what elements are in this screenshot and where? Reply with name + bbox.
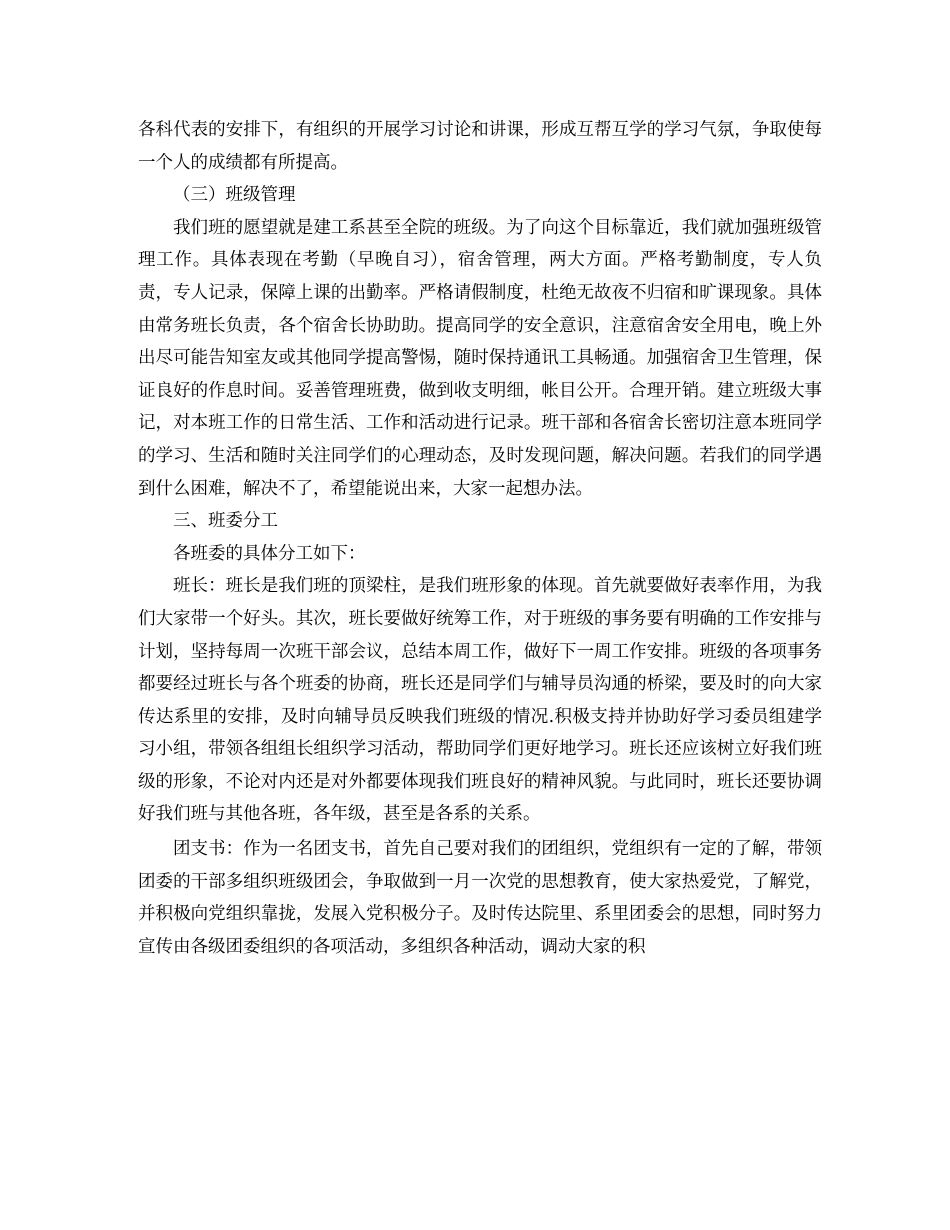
paragraph-monitor-duties: 班长：班长是我们班的顶梁柱，是我们班形象的体现。首先就要做好表率作用，为我们大家带一个好头。其次，班长要做好统筹工作，对于班级的事务要有明确的工作安排与计划，坚持每周一次班干部会议，总结本周工作，做好下一周工作安排。班级的各项事务都要经过班长与各个班委的协商，班长还是同学们与辅导员沟通的桥梁，要及时的向大家传达系里的安排，及时向辅导员反映我们班级的情况.积极支持并协助好学习委员组建学习小组，带领各组组长组织学习活动，帮助同学们更好地学习。班长还应该树立好我们班级的形象，不论对内还是对外都要体现我们班良好的精神风貌。与此同时，班长还要协调好我们班与其他各班，各年级，甚至是各系的关系。	[138, 576, 822, 825]
paragraph-class-management: 我们班的愿望就是建工系甚至全院的班级。为了向这个目标靠近，我们就加强班级管理工作。具体表现在考勤（早晚自习），宿舍管理，两大方面。严格考勤制度，专人负责，专人记录，保障上课的出勤率。严格请假制度，杜绝无故夜不归宿和旷课现象。具体由常务班长负责，各个宿舍长协助助。提高同学的安全意识，注意宿舍安全用电，晚上外出尽可能告知室友或其他同学提高警惕，随时保持通讯工具畅通。加强宿舍卫生管理，保证良好的作息时间。妥善管理班费，做到收支明细，帐目公开。合理开销。建立班级大事记，对本班工作的日常生活、工作和活动进行记录。班干部和各宿舍长密切注意本班同学的学习、生活和随时关注同学们的心理动态，及时发现问题，解决问题。若我们的同学遇到什么困难，解决不了，希望能说出来，大家一起想办法。	[138, 217, 822, 499]
section-heading-committee-division: 三、班委分工	[173, 511, 278, 532]
paragraph-division-intro: 各班委的具体分工如下：	[173, 543, 366, 564]
section-heading-class-management: （三）班级管理	[173, 185, 296, 206]
paragraph-continuation: 各科代表的安排下，有组织的开展学习讨论和讲课，形成互帮互学的学习气氛，争取使每一个人的成绩都有所提高。	[138, 120, 822, 173]
document-page	[138, 114, 822, 963]
paragraph-league-secretary-duties: 团支书：作为一名团支书，首先自己要对我们的团组织，党组织有一定的了解，带领团委的干部多组织班级团会，争取做到一月一次党的思想教育，使大家热爱党，了解党，并积极向党组织靠拢，发展入党积极分子。及时传达院里、系里团委会的思想，同时努力宣传由各级团委组织的各项活动，多组织各种活动，调动大家的积	[138, 839, 822, 957]
